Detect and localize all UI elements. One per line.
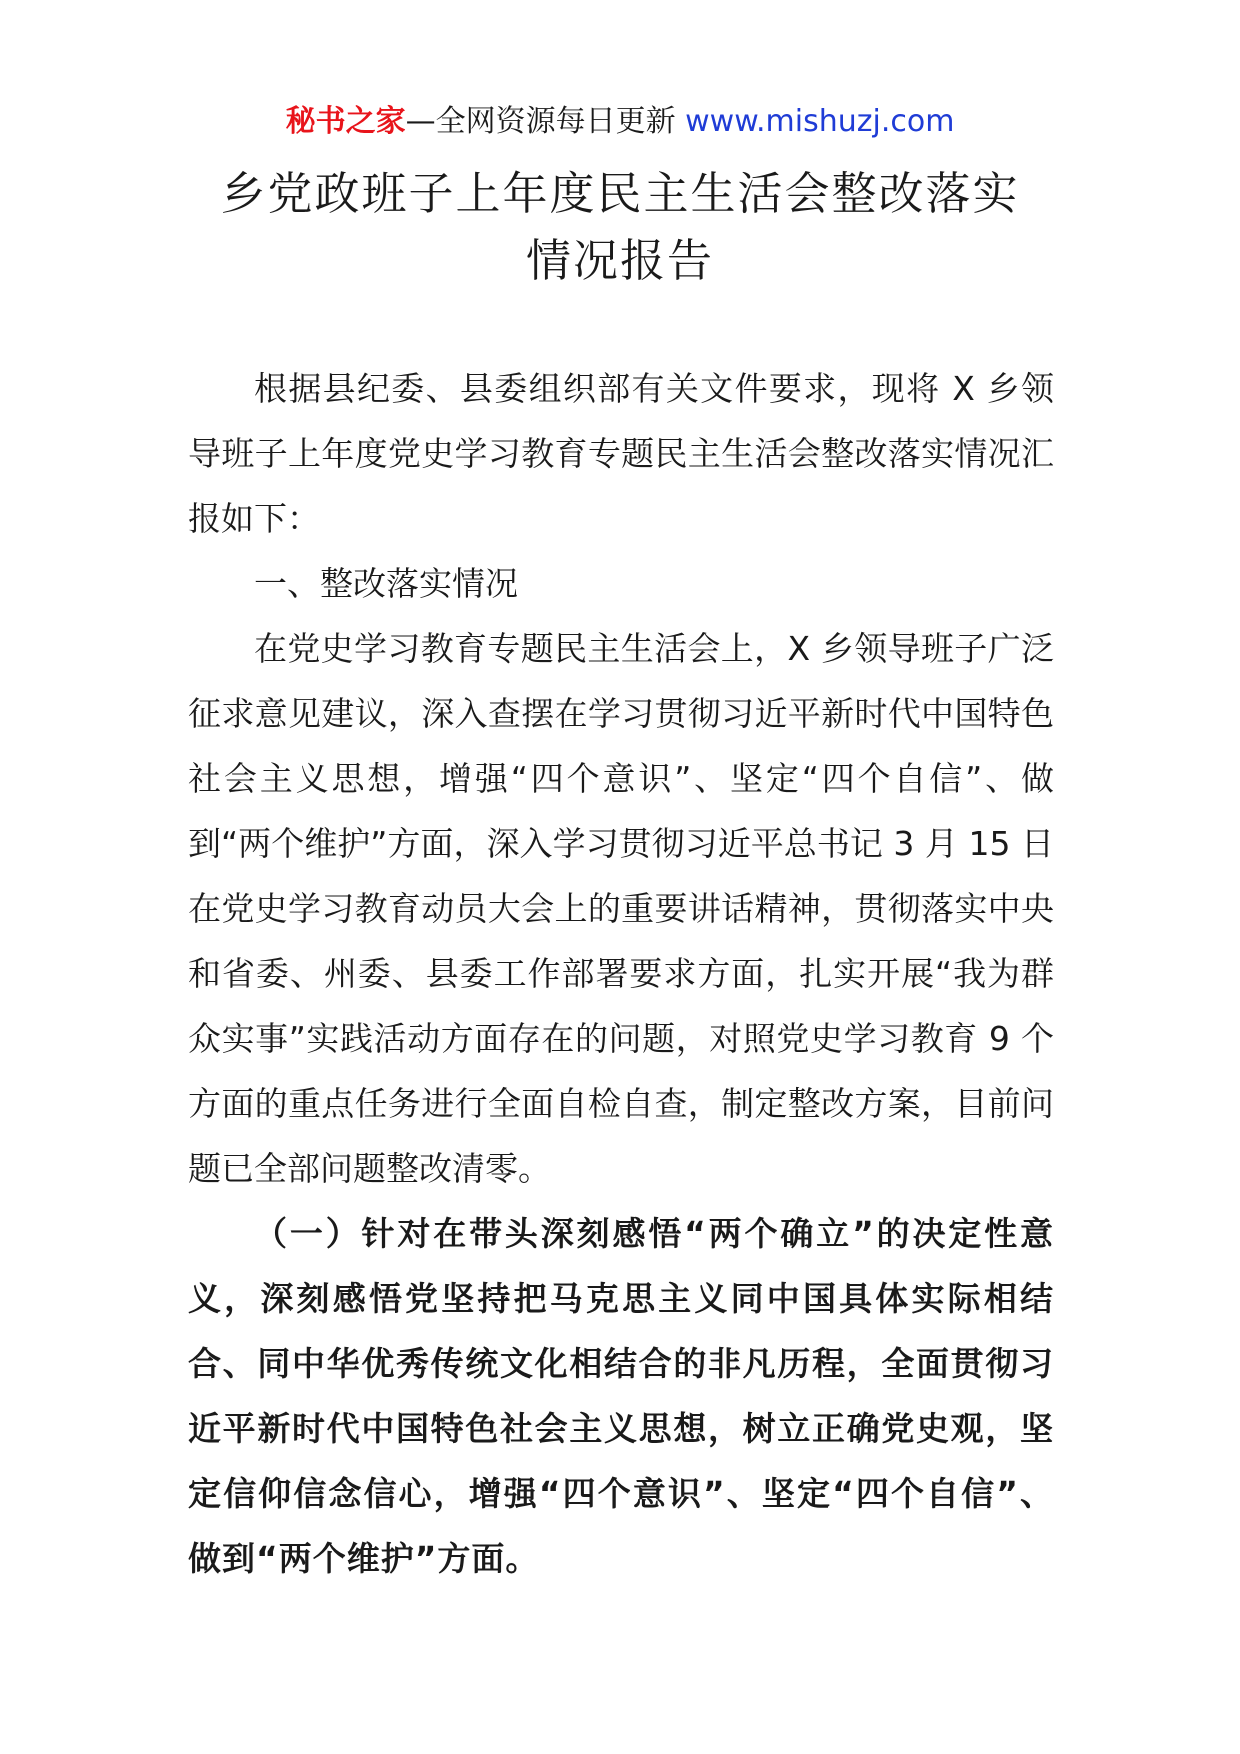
banner-brand: 秘书之家 <box>285 104 406 139</box>
site-banner <box>0 100 1240 144</box>
document-body <box>188 356 1054 1591</box>
intro-paragraph: 根据县纪委、县委组织部有关文件要求，现将 X 乡领导班子上年度党史学习教育专题民主生活会整改落实情况汇报如下： <box>188 369 1054 538</box>
section-body-paragraph: 在党史学习教育专题民主生活会上，X 乡领导班子广泛征求意见建议，深入查摆在学习贯彻习近平新时代中国特色社会主义思想，增强“四个意识”、坚定“四个自信”、做到“两个维护”方面，深入学习贯彻习近平总书记 3 月 15 日在党史学习教育动员大会上的重要讲话精神，贯彻落实中央和省委、州委、县委工作部署要求方面，扎实开展“我为群众实事”实践活动方面存在的问题，对照党史学习教育 9 个方面的重点任务进行全面自检自查，制定整改方案，目前问题已全部问题整改清零。 <box>188 629 1054 1188</box>
subsection-heading: （一）针对在带头深刻感悟“两个确立”的决定性意义，深刻感悟党坚持把马克思主义同中国具体实际相结合、同中华优秀传统文化相结合的非凡历程，全面贯彻习近平新时代中国特色社会主义思想，树立正确党史观，坚定信仰信念信心，增强“四个意识”、坚定“四个自信”、做到“两个维护”方面。 <box>188 1214 1054 1578</box>
section-heading: 一、整改落实情况 <box>254 564 518 603</box>
title-line-2: 情况报告 <box>525 234 714 287</box>
banner-url-link[interactable]: www.mishuzj.com <box>685 104 955 139</box>
banner-slogan: —全网资源每日更新 <box>405 104 686 139</box>
document-title <box>0 160 1240 294</box>
title-line-1: 乡党政班子上年度民主生活会整改落实 <box>220 167 1020 220</box>
